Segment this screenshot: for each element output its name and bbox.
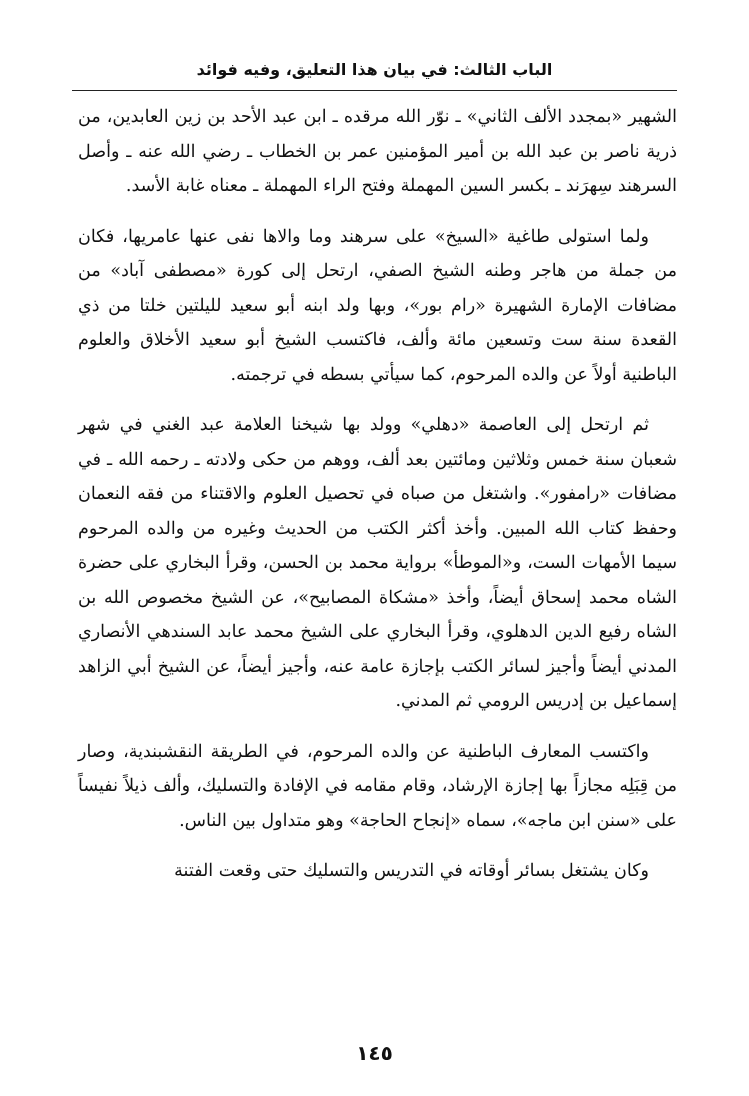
page-body	[78, 100, 677, 905]
page-number: ١٤٥	[356, 1041, 393, 1065]
paragraph-1: الشهير «بمجدد الألف الثاني» ـ نوّر الله مرقده ـ ابن عبد الأحد بن زين العابدين، من ذرية ناصر بن عبد الله بن أمير المؤمنين عمر بن الخطاب ـ رضي الله عنه ـ وأصل السرهند سِهرَند ـ بكسر السين المهملة وفتح الراء المهملة ـ معناه غابة الأسد.	[78, 107, 677, 196]
running-header: الباب الثالث: في بيان هذا التعليق، وفيه فوائد	[196, 60, 553, 79]
paragraph-5: وكان يشتغل بسائر أوقاته في التدريس والتسليك حتى وقعت الفتنة	[174, 861, 649, 881]
paragraph-2: ولما استولى طاغية «السيخ» على سرهند وما والاها نفى عنها عامريها، فكان من جملة من هاجر وطنه الشيخ الصفي، ارتحل إلى كورة «مصطفى آباد» من مضافات الإمارة الشهيرة «رام بور»، وبها ولد ابنه أبو سعيد لليلتين خلتا من ذي القعدة سنة ست وتسعين مائة وألف، فاكتسب الشيخ أبو سعيد الأخلاق والعلوم الباطنية أولاً عن والده المرحوم، كما سيأتي بسطه في ترجمته.	[78, 226, 677, 385]
header-divider	[72, 90, 677, 91]
paragraph-3: ثم ارتحل إلى العاصمة «دهلي» وولد بها شيخنا العلامة عبد الغني في شهر شعبان سنة خمس وثلاثين ومائتين بعد ألف، ووهم من حكى ولادته ـ رحمه الله ـ في مضافات «رامفور». واشتغل من صباه في تحصيل العلوم والاقتناء من فقه النعمان وحفظ كتاب الله المبين. وأخذ أكثر الكتب من الحديث وغيره من والده المرحوم سيما الأمهات الست، و«الموطأ» برواية محمد بن الحسن، وقرأ البخاري على حضرة الشاه محمد إسحاق أيضاً، وأخذ «مشكاة المصابيح»، عن الشيخ مخصوص الله بن الشاه رفيع الدين الدهلوي، وقرأ البخاري على الشيخ محمد عابد السندهي الأنصاري المدني أيضاً وأجيز لسائر الكتب بإجازة عامة عنه، وأجيز أيضاً، عن الشيخ أبي الزاهد إسماعيل بن إدريس الرومي ثم المدني.	[78, 415, 677, 711]
paragraph-4: واكتسب المعارف الباطنية عن والده المرحوم، في الطريقة النقشبندية، وصار من قِبَلِه مجازاً بها إجازة الإرشاد، وقام مقامه في الإفادة والتسليك، وألف ذيلاً نفيساً على «سنن ابن ماجه»، سماه «إنجاح الحاجة» وهو متداول بين الناس.	[78, 741, 677, 831]
